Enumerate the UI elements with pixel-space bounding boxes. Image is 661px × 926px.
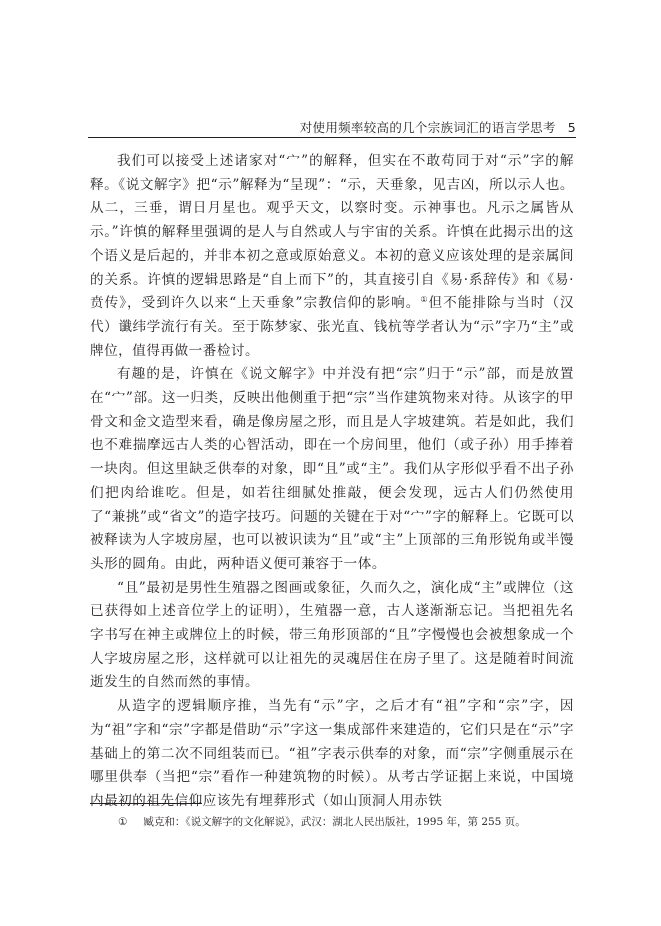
running-header-title: 对使用频率较高的几个宗族词汇的语言学思考 [299, 120, 556, 135]
paragraph-1 [90, 150, 574, 363]
paragraph-4: 从造字的逻辑顺序推，当先有“示”字，之后才有“祖”字和“宗”字，因为“祖”字和“宗”字都是借助“示”字这一集成部件来建造的，它们只是在“示”字基础上的第二次不同组装而已。“祖”字表示供奉的对象，而“宗”字侧重展示在哪里供奉（当把“宗”看作一种建筑物的时候）。从考古学证据上来说，中国境内最初的祖先信仰应该先有埋葬形式（如山顶洞人用赤铁 [90, 698, 574, 809]
footnote [118, 814, 578, 830]
body-text [90, 150, 574, 814]
running-header [88, 118, 576, 136]
footnote-ref-1[interactable]: ① [420, 295, 429, 305]
footnote-marker: ① [118, 816, 128, 828]
paragraph-1-text: 我们可以接受上述诸家对“宀”的解释，但实在不敢苟同于对“示”字的解释。《说文解字》把“示”解释为“呈现”：“示，天垂象，见吉凶，所以示人也。从二，三垂，谓日月星也。观乎天文，以察时变。示神事也。凡示之属皆从示。”许慎的解释里强调的是人与自然或人与宇宙的关系。许慎在此揭示出的这个语义是后起的，并非本初之意或原始意义。本初的意义应该处理的是亲属间的关系。许慎的逻辑思路是“自上而下”的，其直接引自《易·系辞传》和《易·贲传》，受到许久以来“上天垂象”宗教信仰的影响。 [90, 153, 574, 312]
page-number: 5 [567, 120, 576, 135]
paragraph-2: 有趣的是，许慎在《说文解字》中并没有把“宗”归于“示”部，而是放置在“宀”部。这一归类，反映出他侧重于把“宗”当作建筑物来对待。从该字的甲骨文和金文造型来看，确是像房屋之形，而且是人字坡建筑。若是如此，我们也不难揣摩远古人类的心智活动，即在一个房间里，他们（或子孙）用手捧着一块肉。但这里缺乏供奉的对象，即“且”或“主”。我们从字形似乎看不出子孙们把肉给谁吃。但是，如若往细腻处推敲，便会发现，远古人们仍然使用了“兼挑”或“省文”的造字技巧。问题的关键在于对“宀”字的解释上。它既可以被释读为人字坡房屋，也可以被识读为“且”或“主”上顶部的三角形锐角或半馒头形的圆角。由此，两种语义便可兼容于一体。 [90, 366, 574, 572]
paragraph-3: “且”最初是男性生殖器之图画或象征，久而久之，演化成“主”或牌位（这已获得如上述音位学上的证明），生殖器一意，古人遂渐渐忘记。当把祖先名字书写在神主或牌位上的时候，带三角形顶部的“且”字慢慢也会被想象成一个人字坡房屋之形，这样就可以让祖先的灵魂居住在房子里了。这是随着时间流逝发生的自然而然的事情。 [90, 579, 574, 691]
footnote-text: 臧克和：《说文解字的文化解说》，武汉：湖北人民出版社，1995 年，第 255 页。 [143, 816, 526, 828]
paragraph-1-continuation: 但不能排除与当时（汉代）谶纬学流行有关。至于陈梦家、张光直、钱杭等学者认为“示”字乃“主”或牌位，值得再做一番检讨。 [90, 295, 575, 359]
header-rule [88, 137, 576, 138]
footnote-rule [90, 803, 202, 804]
